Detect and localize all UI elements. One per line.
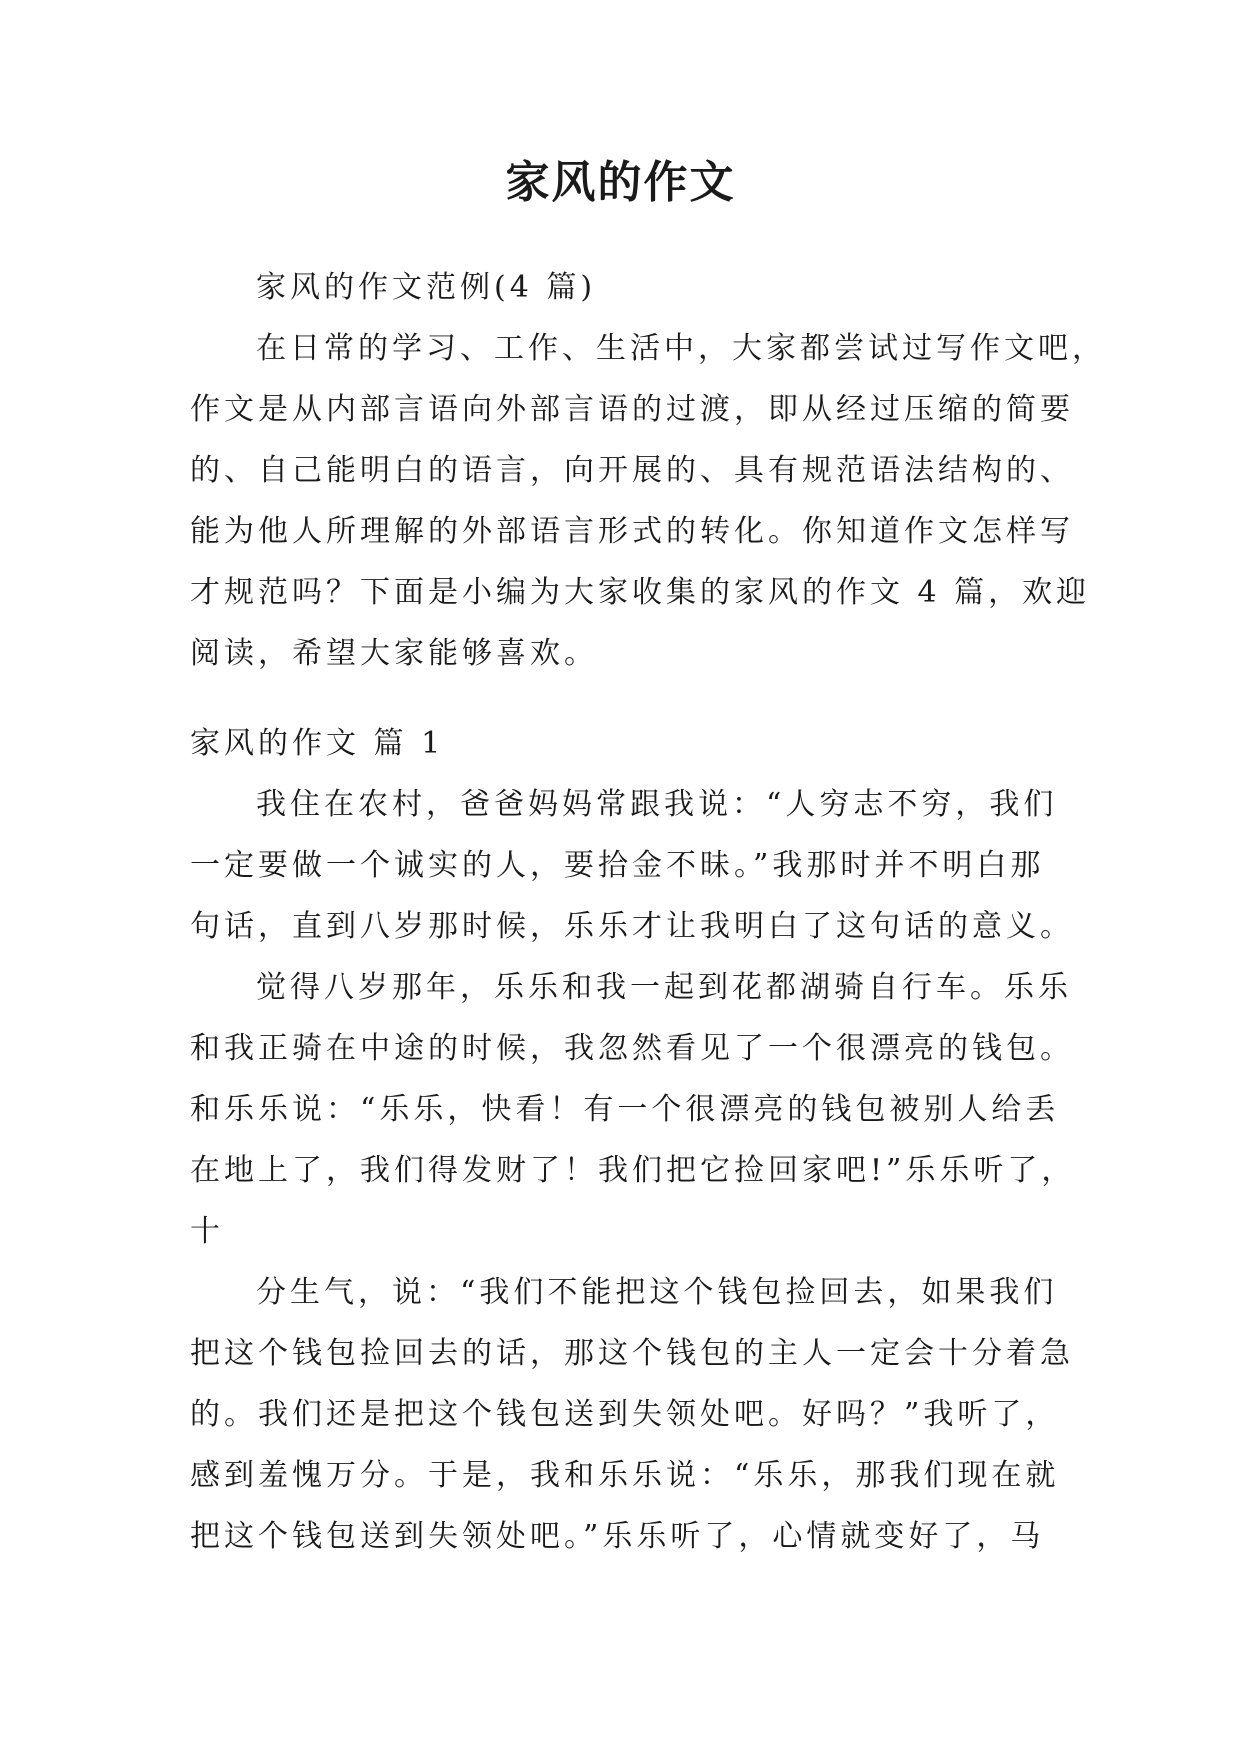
intro-line: 能为他人所理解的外部语言形式的转化。你知道作文怎样写 [190,514,1074,549]
intro-block [190,257,1106,684]
paragraph-line: 感到羞愧万分。于是，我和乐乐说：“乐乐，那我们现在就 [190,1458,1060,1493]
paragraph-line: 和我正骑在中途的时候，我忽然看见了一个很漂亮的钱包。 [190,1031,1074,1066]
intro-line: 的、自己能明白的语言，向开展的、具有规范语法结构的、 [190,453,1074,488]
section-heading: 家风的作文 篇 1 [190,726,445,761]
paragraph-line: 的。我们还是把这个钱包送到失领处吧。好吗？”我听了， [190,1397,1060,1432]
section-1 [190,713,1076,1567]
paragraph-line: 一定要做一个诚实的人，要拾金不昧。”我那时并不明白那 [190,848,1045,883]
paragraph-line: 我住在农村，爸爸妈妈常跟我说：“人穷志不穷，我们 [256,787,1058,822]
paragraph-line: 觉得八岁那年，乐乐和我一起到花都湖骑自行车。乐乐 [256,970,1072,1005]
intro-line: 作文是从内部言语向外部言语的过渡，即从经过压缩的简要 [190,392,1074,427]
intro-subtitle: 家风的作文范例(4 篇) [256,270,597,305]
intro-line: 阅读，希望大家能够喜欢。 [190,636,598,671]
paragraph-line: 在地上了，我们得发财了！我们把它捡回家吧!”乐乐听了， [190,1153,1076,1188]
paragraph-line: 句话，直到八岁那时候，乐乐才让我明白了这句话的意义。 [190,909,1074,944]
intro-line: 在日常的学习、工作、生活中，大家都尝试过写作文吧， [256,331,1106,366]
intro-line: 才规范吗？下面是小编为大家收集的家风的作文 4 篇，欢迎 [190,575,1091,610]
paragraph-line: 把这个钱包捡回去的话，那这个钱包的主人一定会十分着急 [190,1336,1074,1371]
paragraph-line: 和乐乐说：“乐乐，快看！有一个很漂亮的钱包被别人给丢 [190,1092,1060,1127]
document-title: 家风的作文 [505,157,736,208]
paragraph-line: 分生气，说：“我们不能把这个钱包捡回去，如果我们 [256,1275,1058,1310]
paragraph-line: 把这个钱包送到失领处吧。”乐乐听了，心情就变好了，马 [190,1519,1045,1554]
paragraph-line: 十 [190,1214,224,1249]
